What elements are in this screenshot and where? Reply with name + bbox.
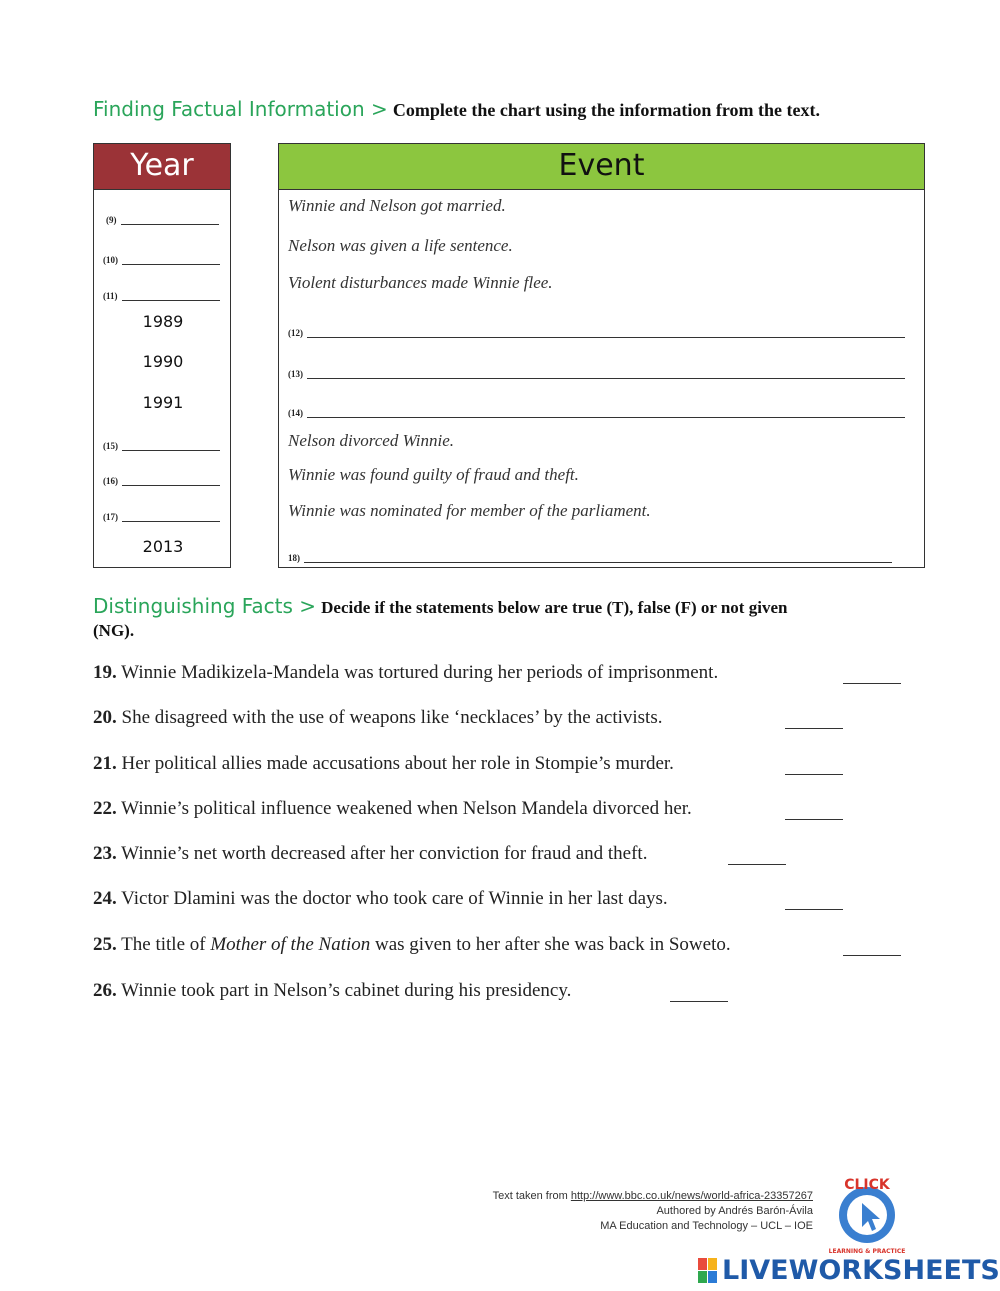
statement-19: 19. Winnie Madikizela-Mandela was tortured during her periods of imprisonment. [93,662,719,683]
answer-16: (16) [103,476,220,486]
year-1990: 1990 [142,352,184,371]
author-line: Authored by Andrés Barón-Ávila [656,1205,813,1217]
answer-12: (12) [288,328,905,338]
statement-23: 23. Winnie’s net worth decreased after her conviction for fraud and theft. [93,843,648,864]
statement-22: 22. Winnie’s political influence weakened when Nelson Mandela divorced her. [93,798,692,819]
affiliation-line: MA Education and Technology – UCL – IOE [600,1220,813,1232]
event-fraud: Winnie was found guilty of fraud and theft. [288,465,579,484]
answer-10-field[interactable] [122,263,220,265]
answer-20-field[interactable] [785,727,843,729]
statement-25: 25. The title of Mother of the Nation was given to her after she was back in Soweto. [93,934,731,955]
answer-17: (17) [103,512,220,522]
answer-13: (13) [288,369,905,379]
event-divorce: Nelson divorced Winnie. [288,431,455,450]
event-winnie-flee: Violent disturbances made Winnie flee. [288,273,553,292]
answer-25-field[interactable] [843,954,901,956]
year-1991: 1991 [142,393,184,412]
answer-23-field[interactable] [728,863,786,865]
answer-17-field[interactable] [122,520,220,522]
event-header: Event [279,144,924,190]
answer-16-field[interactable] [122,484,220,486]
answer-9-field[interactable] [121,223,219,225]
event-column [278,143,925,568]
answer-21-field[interactable] [785,773,843,775]
answer-15-field[interactable] [122,449,220,451]
section2-instruction: Decide if the statements below are true (T), false (F) or not given [321,598,788,617]
event-parliament: Winnie was nominated for member of the parliament. [288,501,651,520]
answer-13-field[interactable] [307,377,905,379]
answer-22-field[interactable] [785,818,843,820]
answer-11: (11) [103,291,220,301]
section2-instruction-cont: (NG). [93,621,135,640]
click-logo-sub: LEARNING & PRACTICE [828,1248,906,1255]
answer-14-field[interactable] [307,416,905,418]
click-logo [822,1175,912,1255]
statement-20: 20. She disagreed with the use of weapons like ‘necklaces’ by the activists. [93,707,663,728]
answer-24-field[interactable] [785,908,843,910]
statement-21: 21. Her political allies made accusations about her role in Stompie’s murder. [93,753,674,774]
section1-label: Finding Factual Information > [93,97,388,121]
statement-26: 26. Winnie took part in Nelson’s cabinet during his presidency. [93,980,572,1001]
section1-instruction: Complete the chart using the information from the text. [392,100,820,120]
event-life-sentence: Nelson was given a life sentence. [288,236,513,255]
section2-label: Distinguishing Facts > [93,594,317,618]
source-line: Text taken from http://www.bbc.co.uk/news/world-africa-23357267 [492,1190,813,1202]
section1-heading [93,97,820,121]
year-header: Year [94,144,230,190]
year-2013: 2013 [142,537,184,556]
year-column [93,143,231,568]
answer-12-field[interactable] [307,336,905,338]
footer-credits [493,1189,813,1234]
event-married: Winnie and Nelson got married. [288,196,506,215]
click-logo-word: CLICK [844,1177,890,1193]
liveworksheets-badge [698,1258,718,1284]
answer-15: (15) [103,441,220,451]
answer-14: (14) [288,408,905,418]
source-link[interactable]: http://www.bbc.co.uk/news/world-africa-23357267 [570,1190,813,1202]
answer-19-field[interactable] [843,682,901,684]
answer-18: 18) [288,553,892,563]
statement-24: 24. Victor Dlamini was the doctor who took care of Winnie in her last days. [93,888,668,909]
click-logo-icon [822,1175,912,1255]
answer-18-field[interactable] [304,561,892,563]
year-1989: 1989 [142,312,184,331]
liveworksheets-wordmark: LIVEWORKSHEETS [722,1255,1000,1286]
answer-11-field[interactable] [122,299,220,301]
section2-heading [93,594,787,618]
answer-9: (9) [106,215,219,225]
liveworksheets-badge-icon [698,1258,718,1284]
answer-26-field[interactable] [670,1000,728,1002]
answer-10: (10) [103,255,220,265]
